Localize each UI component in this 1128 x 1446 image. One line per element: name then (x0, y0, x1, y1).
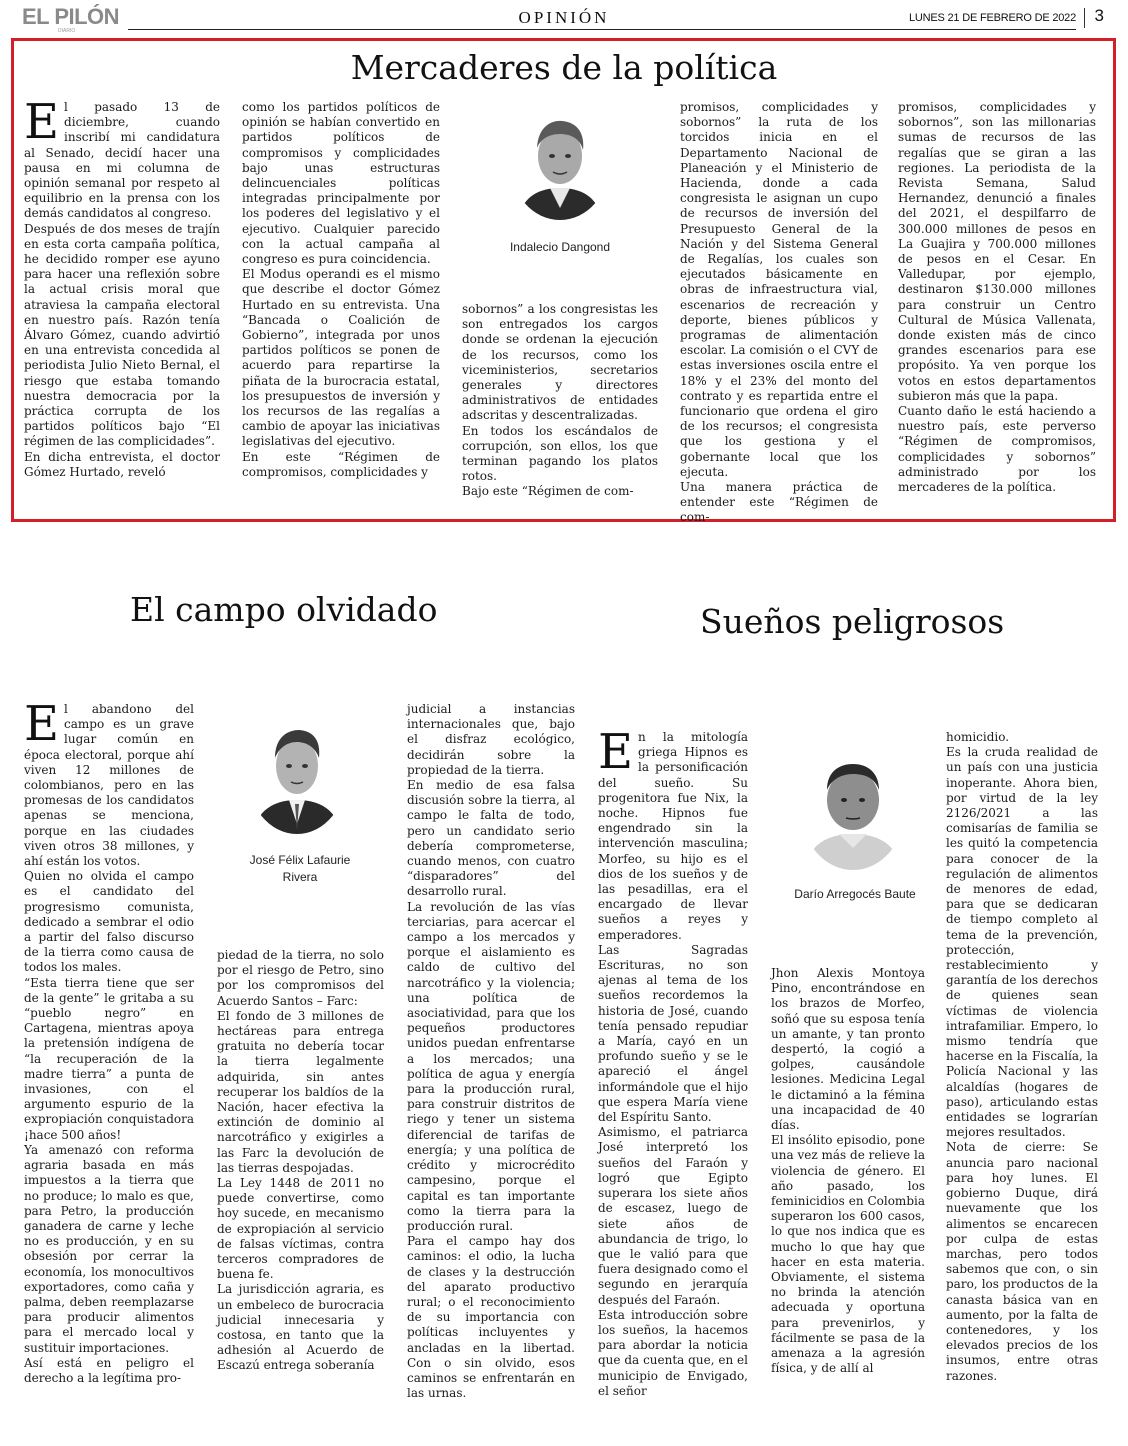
article-text: l pasado 13 de diciembre, cuando inscribí mi candidatura al Senado, decidí hacer una pausa en mi columna de opinión semanal por respeto al equilibrio en la prensa con los demás candidatos al congreso. (24, 100, 220, 221)
section-title: OPINIÓN (518, 8, 610, 27)
article-paragraph: Jhon Alexis Montoya Pino, encontrándose en los brazos de Morfeo, soñó que su esposa tenía un amante, y tan pronto despertó, la cogió a golpes, causándole lesiones. Medicina Legal le dictaminó a la fémina una incapacidad de 40 días. (771, 966, 925, 1133)
article-column (407, 702, 575, 1401)
drop-cap: E (598, 724, 634, 780)
masthead-rule (128, 29, 1076, 30)
article-paragraph: En este “Régimen de compromisos, complicidades y (242, 449, 440, 479)
author-portrait (247, 712, 347, 834)
article-column (242, 100, 440, 480)
article-paragraph: El fondo de 3 millones de hectáreas para entrega gratuita no debería tocar la tierra legalmente adquirida, sin antes recuperar los baldíos de la Nación, hacer efectiva la extinción de dominio al narcotráfico y exigirles a las Farc la devolución de las tierras despojadas. (217, 1008, 384, 1175)
article-column (680, 100, 878, 526)
article-paragraph: Para el campo hay dos caminos: el odio, la lucha de clases y la destrucción del aparato productivo rural; o el reconocimiento de su importancia con políticas incluyentes y ancladas en la libertad. Con o sin olvido, esos caminos se enfrentarán en las urnas. (407, 1234, 575, 1401)
article-paragraph: Una manera práctica de entender este “Régimen de com- (680, 480, 878, 525)
author-name (220, 852, 380, 886)
article-column (217, 948, 384, 1374)
article-headline: El campo olvidado (130, 590, 438, 629)
newspaper-logo[interactable]: EL PILÓN (22, 4, 120, 29)
drop-cap: E (24, 94, 60, 150)
author-portrait (801, 748, 905, 870)
article-paragraph: Bajo este “Régimen de com- (462, 484, 634, 499)
masthead-separator (1084, 8, 1085, 28)
article-paragraph: Asimismo, el patriarca José interpretó los sueños del Faraón y logró que Egipto superara los siete años de escasez, luego de siete años de abundancia de trigo, lo que le valió para que fuera designado como el segundo en jerarquía después del Faraón. (598, 1125, 748, 1307)
article-paragraph: En todos los escándalos de corrupción, son ellos, los que terminan pagando los platos rotos. (462, 423, 658, 484)
page-number: 3 (1094, 6, 1104, 25)
article-paragraph: Nota de cierre: Se anuncia paro nacional para hoy lunes. El gobierno Duque, dirá nuevamente que los alimentos se encarecen por culpa de estas marchas, pero todos sabemos que con, o sin paro, los productos de la canasta básica van en aumento, por la falta de contenedores, y los elevados precios de los insumos, entre otras razones. (946, 1140, 1098, 1383)
article-column (898, 100, 1096, 495)
author-name-line: José Félix Lafaurie (249, 853, 351, 867)
article-column (24, 94, 220, 480)
article-paragraph: Es la cruda realidad de un país con una justicia inoperante. Ahora bien, por virtud de la ley 2126/2021 a las comisarías de familia se les quitó la competencia para conocer de la regulación de alimentos de menores de edad, para que se dedicaran de tiempo completo al tema de la prevención, protección, restablecimiento y garantía de los derechos de quienes sean víctimas de violencia intrafamiliar. Empero, lo mismo tendría que hacerse en la Fiscalía, la Policía Nacional y las alcaldías (hogares de paso), articulando estas entidades se lograrían mejores resultados. (946, 745, 1098, 1140)
article-paragraph: judicial a instancias internacionales que, bajo el disfraz ecológico, decidirán sobre la propiedad de la tierra. (407, 702, 575, 777)
article-paragraph: Las Sagradas Escrituras, no son ajenas al tema de los sueños recordemos la historia de José, cuando tenía pensado repudiar a María, cayó en un profundo sueño y se le apareció el ángel informándole que el hijo que espera María viene del Espíritu Santo. (598, 942, 748, 1125)
newspaper-logo-sub: DIARIO (58, 28, 76, 34)
article-paragraph: La jurisdicción agraria, es un embeleco de burocracia judicial innecesaria y costosa, en tanto que la adhesión al Acuerdo de Escazú entrega soberanía (217, 1282, 384, 1373)
drop-cap: E (24, 696, 60, 752)
article-paragraph: como los partidos políticos de opinión se habían convertido en partidos políticos de compromisos y complicidades bajo unas estructuras delincuenciales políticas integradas principalmente por los poderes del legislativo y el ejecutivo. Cualquier parecido con la actual campaña al congreso es pura coincidencia. (242, 100, 440, 267)
article-paragraph: La revolución de las vías terciarias, para acercar el campo a los mercados y porque el aislamiento es caldo de cultivo del narcotráfico y la violencia; una política de asociatividad, para que los pequeños productores unidos puedan enfrentarse a los mercados; una política de agua y energía para la producción rural, para construir distritos de riego y tener un sistema diferencial de tarifas de energía; y una política de crédito y microcrédito campesino, porque el capital es tan importante como la tierra para la producción rural. (407, 899, 575, 1233)
article-paragraph: Esta introducción sobre los sueños, la hacemos para abordar la noticia que da cuenta que, en el municipio de Envigado, el señor (598, 1307, 748, 1398)
issue-date: LUNES 21 DE FEBRERO DE 2022 (908, 12, 1076, 24)
article-paragraph: piedad de la tierra, no solo por el riesgo de Petro, sino por los compromisos del Acuerdo Santos – Farc: (217, 948, 384, 1008)
article-paragraph: Quien no olvida el campo es el candidato del progresismo comunista, dedicado a sembrar el odio a partir del falso discurso de la tierra como causa de todos los males. (24, 869, 194, 975)
article-headline: Mercaderes de la política (350, 48, 778, 87)
article-paragraph: promisos, complicidades y sobornos”, son las millonarias sumas de recursos de las regalías que se giran a las regiones. La periodista de la Revista Semana, Salud Hernandez, denunció a finales del 2021, el despilfarro de 300.000 millones de pesos en La Guajira y 700.000 millones de pesos en el Cesar. En Valledupar, por ejemplo, destinaron $130.000 millones para construir un Centro Cultural de Música Vallenata, donde existen más de cinco grandes escenarios para ese propósito. Ya ven porque los votos en estos departamentos subieron más que la papa. (898, 100, 1096, 403)
article-paragraph: Después de dos meses de trajín en esta corta campaña política, he decidido romper ese ayuno para hacer una reflexión sobre la actual crisis moral que atraviesa la campaña electoral en nuestro país. Razón tenía Álvaro Gómez, cuando advirtió en una entrevista concedida al periodista Julio Nieto Bernal, el riesgo que estaba tomando nuestra democracia por la práctica corrupta de los partidos políticos bajo “El régimen de las complicidades”. (24, 221, 220, 449)
author-name: Darío Arregocés Baute (794, 887, 916, 901)
article-paragraph: Cuanto daño le está haciendo a nuestro país, este perverso “Régimen de compromisos, complicidades y sobornos” administrado por los mercaderes de la política. (898, 404, 1096, 495)
article-paragraph: Ya amenazó con reforma agraria basada en más impuestos a la tierra que no produce; lo malo es que, para Petro, la producción ganadera de carne y leche no es producción, y en su obsesión por cerrar la economía, los monocultivos exportadores, como caña y palma, deben reemplazarse para producir alimentos para el mercado local y sustituir importaciones. (24, 1142, 194, 1355)
article-paragraph: sobornos” a los congresistas les son entregados los cargos donde se ordenan la ejecución de los recursos, como los viceministerios, secretarios generales y directores administrativos de entidades adscritas y descentralizadas. (462, 302, 658, 423)
article-headline: Sueños peligrosos (700, 602, 1005, 641)
article-paragraph: El insólito episodio, pone una vez más de relieve la violencia de género. El año pasado, los feminicidios en Colombia superaron los 600 casos, lo que nos indica que es mucho lo que hay que hacer en esta materia. Obviamente, el sistema no brinda la atención adecuada y oportuna para prevenirlos, y fácilmente se pasa de la amenaza a la agresión física, y de allí al (771, 1133, 925, 1376)
article-paragraph: homicidio. (946, 730, 1010, 744)
article-paragraph: “Esta tierra tiene que ser de la gente” le gritaba a su “pueblo negro” en Cartagena, mientras apoya la pretensión indígena de “la recuperación de la madre tierra” a punta de invasiones, con el argumento espurio de la expropiación conquistadora ¡hace 500 años! (24, 975, 194, 1142)
author-name: Indalecio Dangond (509, 240, 611, 254)
article-paragraph: La Ley 1448 de 2011 no puede convertirse, como hoy sucede, en mecanismo de expropiación al servicio de falsas víctimas, contra terceros compradores de buena fe. (217, 1176, 384, 1282)
article-paragraph: En dicha entrevista, el doctor Gómez Hurtado, reveló (24, 449, 220, 479)
author-name-line: Rivera (282, 870, 318, 884)
article-column (946, 730, 1098, 1384)
article-text: n la mitología griega Hipnos es la personificación del sueño. Su progenitora fue Nix, la noche. Hipnos fue engendrado sin la intervención masculina; Morfeo, su hijo es el dios de los sueños y de las pesadillas, era el encargado de llevar sueños a reyes y emperadores. (598, 730, 748, 942)
article-text: l abandono del campo es un grave lugar común en época electoral, porque ahí viven 12 millones de colombianos, pero en las promesas de los candidatos apenas se menciona, porque en las ciudades viven otros 38 millones, y ahí están los votos. (24, 702, 194, 869)
article-paragraph: En medio de esa falsa discusión sobre la tierra, al campo le falta de todo, pero un candidato serio debería comprometerse, cuando menos, con cuatro “disparadores” del desarrollo rural. (407, 778, 575, 899)
article-column (771, 966, 925, 1376)
article-column (462, 302, 658, 500)
article-paragraph: El Modus operandi es el mismo que describe el doctor Gómez Hurtado en su entrevista. Una “Bancada o Coalición de Gobierno”, integrada por unos partidos políticos se ponen de acuerdo para repartirse la piñata de la burocracia estatal, los presupuestos de inversión y los recursos de las regalías a cambio de apoyar las iniciativas legislativas del ejecutivo. (242, 267, 440, 449)
article-column (24, 696, 194, 1386)
author-portrait (510, 104, 610, 220)
article-paragraph: promisos, complicidades y sobornos” la ruta de los torcidos inicia en el Departamento Nacional de Planeación y el Ministerio de Hacienda, donde a cada congresista le asignan un cupo de recursos de inversión del Presupuesto General de la Nación y del Sistema General de Regalías, los cuales son ejecutados básicamente en obras de infraestructura vial, escenarios de recreación y deporte, bienes públicos y programas de alimentación escolar. La comisión o el CVY de estas inversiones oscila entre el 18% y el 23% del monto del contrato y es repartida entre el funcionario que ordena el giro de los recursos; el congresista que los gestiona y el gobernante local que los ejecuta. (680, 100, 878, 479)
article-column (598, 724, 748, 1399)
article-paragraph: Así está en peligro el derecho a la legítima pro- (24, 1355, 194, 1385)
masthead (0, 0, 1128, 34)
